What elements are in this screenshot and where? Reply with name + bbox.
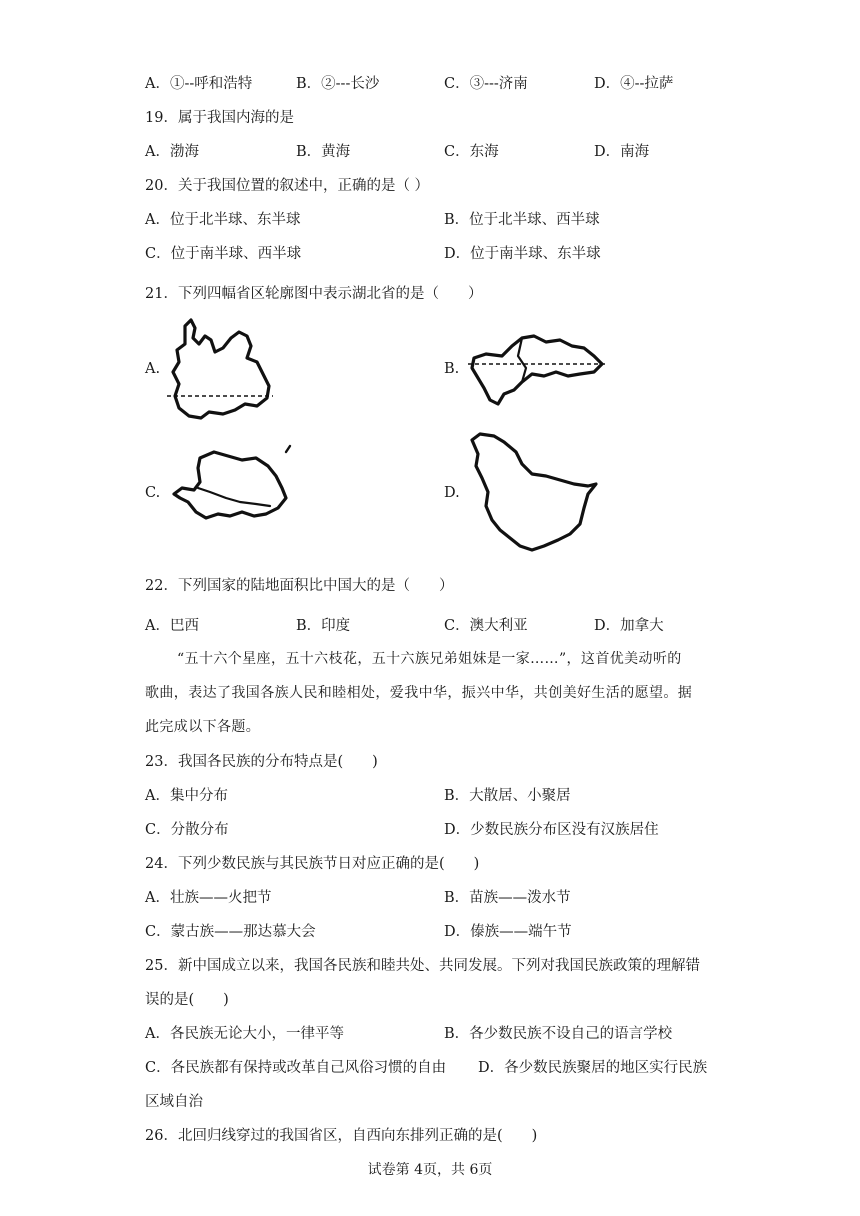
q25-option-c[interactable]: C．各民族都有保持或改革自己风俗习惯的自由: [145, 1060, 447, 1076]
q25-stem-line-1: 25．新中国成立以来，我国各民族和睦共处、共同发展。下列对我国民族政策的理解错: [145, 958, 700, 974]
q23-option-c[interactable]: C．分散分布: [145, 822, 229, 838]
q18-option-d[interactable]: D．④--拉萨: [594, 76, 674, 92]
q22-option-d[interactable]: D．加拿大: [594, 618, 664, 634]
passage-line-2: 歌曲，表达了我国各族人民和睦相处，爱我中华，振兴中华，共创美好生活的愿望。据: [145, 685, 693, 701]
q20-option-b[interactable]: B．位于北半球、西半球: [444, 212, 600, 228]
q20-option-c[interactable]: C．位于南半球、西半球: [145, 246, 302, 262]
q24-option-d[interactable]: D．傣族——端午节: [444, 924, 572, 940]
q25-option-d[interactable]: D．各少数民族聚居的地区实行民族: [478, 1060, 708, 1076]
province-outline-c-map[interactable]: [170, 446, 295, 526]
q25-option-b[interactable]: B．各少数民族不设自己的语言学校: [444, 1026, 673, 1042]
q19-option-c[interactable]: C．东海: [444, 144, 499, 160]
q25-option-d-continued: 区域自治: [145, 1094, 203, 1110]
q24-option-b[interactable]: B．苗族——泼水节: [444, 890, 571, 906]
q24-option-a[interactable]: A．壮族——火把节: [145, 890, 272, 906]
q22-option-c[interactable]: C．澳大利亚: [444, 618, 528, 634]
q25-stem-line-2: 误的是( ): [145, 992, 229, 1008]
province-outline-b-map[interactable]: [468, 332, 610, 412]
q20-stem: 20．关于我国位置的叙述中，正确的是（ ）: [145, 178, 430, 194]
q18-option-b[interactable]: B．②---长沙: [296, 76, 380, 92]
province-outline-a-map[interactable]: [165, 318, 275, 428]
q23-stem: 23．我国各民族的分布特点是( ): [145, 754, 378, 770]
q19-option-d[interactable]: D．南海: [594, 144, 650, 160]
q21-option-a-label[interactable]: A.: [145, 361, 161, 377]
passage-line-3: 此完成以下各题。: [145, 719, 261, 735]
q21-option-d-label[interactable]: D.: [444, 485, 460, 501]
q22-option-a[interactable]: A．巴西: [145, 618, 199, 634]
q23-option-a[interactable]: A．集中分布: [145, 788, 228, 804]
q21-stem: 21．下列四幅省区轮廓图中表示湖北省的是（ ）: [145, 286, 483, 302]
q18-option-a[interactable]: A．①--呼和浩特: [145, 76, 253, 92]
q23-option-b[interactable]: B．大散居、小聚居: [444, 788, 571, 804]
q20-option-d[interactable]: D．位于南半球、东半球: [444, 246, 601, 262]
q18-option-c[interactable]: C．③---济南: [444, 76, 528, 92]
q24-stem: 24．下列少数民族与其民族节日对应正确的是( ): [145, 856, 480, 872]
q19-option-b[interactable]: B．黄海: [296, 144, 351, 160]
q25-option-a[interactable]: A．各民族无论大小，一律平等: [145, 1026, 344, 1042]
q26-stem: 26．北回归线穿过的我国省区，自西向东排列正确的是( ): [145, 1128, 538, 1144]
q22-stem: 22．下列国家的陆地面积比中国大的是（ ）: [145, 578, 454, 594]
q23-option-d[interactable]: D．少数民族分布区没有汉族居住: [444, 822, 659, 838]
q20-option-a[interactable]: A．位于北半球、东半球: [145, 212, 301, 228]
q19-stem: 19．属于我国内海的是: [145, 110, 294, 126]
page-footer: 试卷第 4页，共 6页: [367, 1162, 493, 1178]
q22-option-b[interactable]: B．印度: [296, 618, 351, 634]
q21-option-b-label[interactable]: B.: [444, 361, 460, 377]
q21-option-c-label[interactable]: C.: [145, 485, 161, 501]
q24-option-c[interactable]: C．蒙古族——那达慕大会: [145, 924, 316, 940]
q19-option-a[interactable]: A．渤海: [145, 144, 199, 160]
province-outline-d-map[interactable]: [470, 432, 600, 554]
passage-line-1: “五十六个星座，五十六枝花，五十六族兄弟姐妹是一家……”，这首优美动听的: [177, 651, 682, 667]
